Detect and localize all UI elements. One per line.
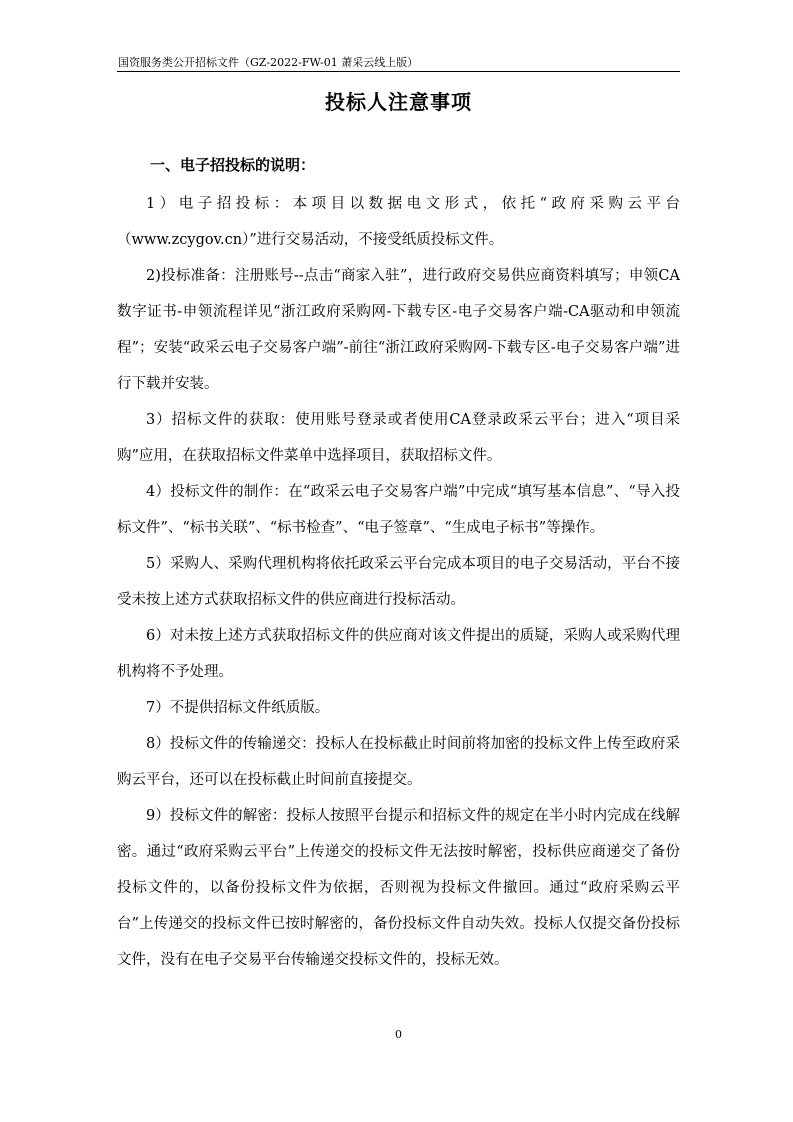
paragraph-9: 9）投标文件的解密：投标人按照平台提示和招标文件的规定在半小时内完成在线解密。通过“政府采购云平台”上传递交的投标文件无法按时解密，投标供应商递交了备份投标文件的，以备份投标文件为依据，否则视为投标文件撤回。通过“政府采购云平台”上传递交的投标文件已按时解密的，备份投标文件自动失效。投标人仅提交备份投标文件，没有在电子交易平台传输递交投标文件的，投标无效。 — [117, 808, 680, 968]
paragraph-8: 8）投标文件的传输递交：投标人在投标截止时间前将加密的投标文件上传至政府采购云平台，还可以在投标截止时间前直接提交。 — [117, 736, 680, 788]
paragraph-7: 7）不提供招标文件纸质版。 — [146, 700, 330, 716]
paragraph-5: 5）采购人、采购代理机构将依托政采云平台完成本项目的电子交易活动，平台不接受未按上述方式获取招标文件的供应商进行投标活动。 — [117, 556, 680, 608]
header-divider — [117, 71, 680, 72]
paragraph-6: 6）对未按上述方式获取招标文件的供应商对该文件提出的质疑，采购人或采购代理机构将不予处理。 — [117, 628, 680, 680]
paragraph-2: 2)投标准备：注册账号--点击“商家入驻”，进行政府交易供应商资料填写；申领CA数字证书-申领流程详见“浙江政府采购网-下载专区-电子交易客户端-CA驱动和申领流程”；安装“政采云电子交易客户端”-前往“浙江政府采购网-下载专区-电子交易客户端”进行下载并安装。 — [117, 268, 680, 392]
section-heading: 一、电子招投标的说明： — [150, 156, 316, 174]
page-title: 投标人注意事项 — [325, 90, 472, 114]
paragraph-3: 3）招标文件的获取：使用账号登录或者使用CA登录政采云平台；进入“项目采购”应用，在获取招标文件菜单中选择项目，获取招标文件。 — [117, 412, 680, 464]
section-body — [117, 186, 680, 978]
paragraph-4: 4）投标文件的制作：在“政采云电子交易客户端”中完成“填写基本信息”、“导入投标文件”、“标书关联”、“标书检查”、“电子签章”、“生成电子标书”等操作。 — [117, 484, 680, 536]
page-number: 0 — [395, 1028, 402, 1041]
running-header: 国资服务类公开招标文件（GZ-2022-FW-01 萧采云线上版） — [118, 56, 419, 69]
paragraph-1: 1）电子招投标：本项目以数据电文形式，依托“政府采购云平台（www.zcygov.cn）”进行交易活动，不接受纸质投标文件。 — [117, 196, 680, 248]
